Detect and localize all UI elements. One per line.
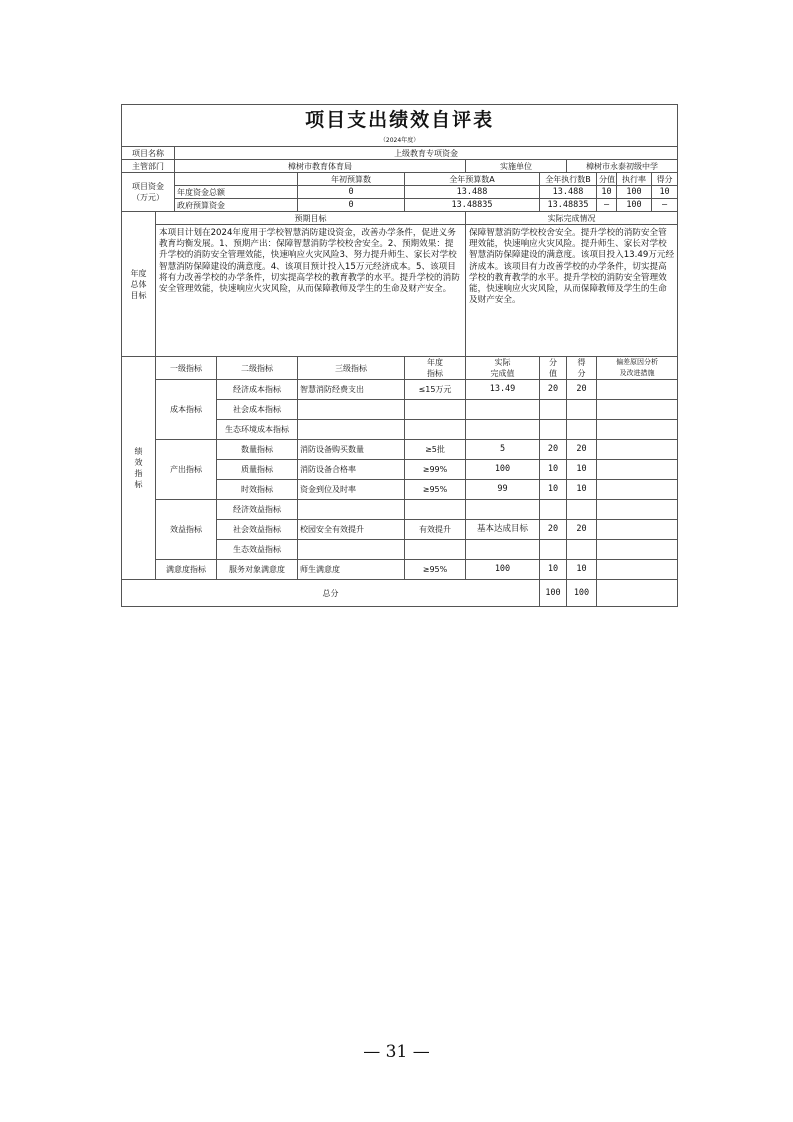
table-subtitle: （2024年度） bbox=[122, 135, 678, 147]
indicator-level3: 消防设备购买数量 bbox=[298, 440, 405, 460]
indicator-deviation bbox=[597, 380, 678, 400]
indicator-level2: 服务对象满意度 bbox=[217, 560, 298, 580]
total-blank bbox=[597, 580, 678, 607]
project-name-value: 上级教育专项资金 bbox=[175, 147, 678, 160]
indicator-deviation bbox=[597, 560, 678, 580]
total-label: 总分 bbox=[122, 580, 540, 607]
funds-row-full-budget: 13.488 bbox=[405, 186, 540, 199]
funds-row-exec-rate: 100 bbox=[617, 199, 652, 212]
indicator-target bbox=[405, 500, 466, 520]
indicator-score-value bbox=[540, 420, 567, 440]
indicator-level3: 师生满意度 bbox=[298, 560, 405, 580]
actual-completion-header: 实际完成情况 bbox=[466, 212, 678, 225]
indicator-deviation bbox=[597, 500, 678, 520]
funds-label: 项目资金 （万元） bbox=[122, 173, 175, 212]
indicator-level3: 消防设备合格率 bbox=[298, 460, 405, 480]
indicator-score-value: 10 bbox=[540, 460, 567, 480]
indicator-level1: 满意度指标 bbox=[156, 560, 217, 580]
indicator-level1: 效益指标 bbox=[156, 500, 217, 560]
indicator-deviation bbox=[597, 440, 678, 460]
indicator-score-value: 10 bbox=[540, 480, 567, 500]
funds-header-budget: 年初预算数 bbox=[298, 173, 405, 186]
expected-goal-header: 预期目标 bbox=[156, 212, 466, 225]
funds-row-score: — bbox=[652, 199, 678, 212]
indicator-actual bbox=[466, 400, 540, 420]
funds-header-exec-rate: 执行率 bbox=[617, 173, 652, 186]
funds-row-budget: 0 bbox=[298, 186, 405, 199]
indicator-target: ≥5批 bbox=[405, 440, 466, 460]
impl-unit-label: 实施单位 bbox=[466, 160, 567, 173]
indicator-target: 有效提升 bbox=[405, 520, 466, 540]
indicator-score: 20 bbox=[567, 440, 597, 460]
dept-label: 主管部门 bbox=[122, 160, 175, 173]
indicator-target: ≤15万元 bbox=[405, 380, 466, 400]
indicator-score bbox=[567, 420, 597, 440]
indicator-deviation bbox=[597, 420, 678, 440]
funds-header-full-budget: 全年预算数A bbox=[405, 173, 540, 186]
indicator-level3: 校园安全有效提升 bbox=[298, 520, 405, 540]
table-title: 项目支出绩效自评表 bbox=[122, 105, 678, 136]
header-target: 年度 指标 bbox=[405, 357, 466, 380]
indicator-level1: 成本指标 bbox=[156, 380, 217, 440]
indicator-actual: 100 bbox=[466, 460, 540, 480]
indicator-score: 10 bbox=[567, 560, 597, 580]
header-actual: 实际 完成值 bbox=[466, 357, 540, 380]
indicator-level2: 经济成本指标 bbox=[217, 380, 298, 400]
indicator-actual bbox=[466, 500, 540, 520]
indicator-level2: 质量指标 bbox=[217, 460, 298, 480]
indicator-level3 bbox=[298, 540, 405, 560]
indicator-actual: 基本达成目标 bbox=[466, 520, 540, 540]
funds-row-label: 年度资金总额 bbox=[175, 186, 298, 199]
indicator-score-value: 20 bbox=[540, 520, 567, 540]
total-score-value: 100 bbox=[540, 580, 567, 607]
funds-row-executed: 13.48835 bbox=[540, 199, 597, 212]
indicator-level2: 社会效益指标 bbox=[217, 520, 298, 540]
indicator-score-value bbox=[540, 400, 567, 420]
indicator-deviation bbox=[597, 480, 678, 500]
indicator-score: 20 bbox=[567, 520, 597, 540]
indicator-score-value: 20 bbox=[540, 380, 567, 400]
indicator-level2: 生态环境成本指标 bbox=[217, 420, 298, 440]
funds-row-exec-rate: 100 bbox=[617, 186, 652, 199]
indicator-level2: 数量指标 bbox=[217, 440, 298, 460]
expected-goal-text: 本项目计划在2024年度用于学校智慧消防建设资金，改善办学条件，促进义务教育均衡发展。1、预期产出：保障智慧消防学校校舍安全。2、预期效果：提升学校的消防安全管理效能，快速响应火灾风险3、努力提升师生、家长对学校智慧消防保障建设的满意度。4、该项目预计投入15万元经济成本。5、该项目将有力改善学校的办学条件，切实提高学校的教育教学的水平。提升学校的消防安全管理效能，快速响应火灾风险，从而保障教师及学生的生命及财产安全。 bbox=[156, 225, 466, 357]
indicator-actual: 99 bbox=[466, 480, 540, 500]
header-level2: 二级指标 bbox=[217, 357, 298, 380]
indicator-deviation bbox=[597, 400, 678, 420]
header-score-value: 分 值 bbox=[540, 357, 567, 380]
page-number: — 31 — bbox=[363, 1042, 430, 1062]
funds-row-budget: 0 bbox=[298, 199, 405, 212]
annual-goals-label: 年度 总体 目标 bbox=[122, 212, 156, 357]
header-level1: 一级指标 bbox=[156, 357, 217, 380]
indicator-score: 10 bbox=[567, 480, 597, 500]
funds-row-label: 政府预算资金 bbox=[175, 199, 298, 212]
indicator-level3 bbox=[298, 500, 405, 520]
indicator-score: 10 bbox=[567, 460, 597, 480]
header-deviation: 偏差原因分析 及改进措施 bbox=[597, 357, 678, 380]
indicator-score-value bbox=[540, 540, 567, 560]
indicator-level3: 资金到位及时率 bbox=[298, 480, 405, 500]
indicators-label: 绩 效 指 标 bbox=[122, 357, 156, 580]
funds-header-blank bbox=[175, 173, 298, 186]
indicator-score: 20 bbox=[567, 380, 597, 400]
indicator-score-value: 10 bbox=[540, 560, 567, 580]
indicator-score-value bbox=[540, 500, 567, 520]
funds-row-full-budget: 13.48835 bbox=[405, 199, 540, 212]
funds-row-score-value: — bbox=[597, 199, 617, 212]
indicator-level2: 社会成本指标 bbox=[217, 400, 298, 420]
indicator-score bbox=[567, 400, 597, 420]
funds-row-score-value: 10 bbox=[597, 186, 617, 199]
indicator-target bbox=[405, 540, 466, 560]
indicator-actual: 100 bbox=[466, 560, 540, 580]
funds-row-score: 10 bbox=[652, 186, 678, 199]
indicator-target: ≥95% bbox=[405, 560, 466, 580]
indicator-level3 bbox=[298, 420, 405, 440]
indicator-level2: 经济效益指标 bbox=[217, 500, 298, 520]
performance-evaluation-table bbox=[121, 104, 678, 607]
dept-value: 樟树市教育体育局 bbox=[175, 160, 466, 173]
indicator-actual: 5 bbox=[466, 440, 540, 460]
indicator-score bbox=[567, 540, 597, 560]
indicator-level3: 智慧消防经费支出 bbox=[298, 380, 405, 400]
header-score: 得 分 bbox=[567, 357, 597, 380]
indicator-target bbox=[405, 400, 466, 420]
indicator-level2: 时效指标 bbox=[217, 480, 298, 500]
indicator-actual bbox=[466, 420, 540, 440]
funds-header-executed: 全年执行数B bbox=[540, 173, 597, 186]
project-name-label: 项目名称 bbox=[122, 147, 175, 160]
indicator-level3 bbox=[298, 400, 405, 420]
indicator-level2: 生态效益指标 bbox=[217, 540, 298, 560]
impl-unit-value: 樟树市永泰初级中学 bbox=[567, 160, 678, 173]
funds-row-executed: 13.488 bbox=[540, 186, 597, 199]
indicator-level1: 产出指标 bbox=[156, 440, 217, 500]
total-score: 100 bbox=[567, 580, 597, 607]
funds-header-score: 得分 bbox=[652, 173, 678, 186]
indicator-deviation bbox=[597, 460, 678, 480]
header-level3: 三级指标 bbox=[298, 357, 405, 380]
indicator-target bbox=[405, 420, 466, 440]
indicator-target: ≥95% bbox=[405, 480, 466, 500]
actual-completion-text: 保障智慧消防学校校舍安全。提升学校的消防安全管理效能，快速响应火灾风险。提升师生、家长对学校智慧消防保障建设的满意度。该项目投入13.49万元经济成本。该项目有力改善学校的办学条件，切实提高学校的教育教学的水平。提升学校的消防安全管理效能，快速响应火灾风险，从而保障教师及学生的生命及财产安全。 bbox=[466, 225, 678, 357]
indicator-target: ≥99% bbox=[405, 460, 466, 480]
indicator-deviation bbox=[597, 540, 678, 560]
indicator-actual: 13.49 bbox=[466, 380, 540, 400]
indicator-score bbox=[567, 500, 597, 520]
funds-header-score-value: 分值 bbox=[597, 173, 617, 186]
indicator-actual bbox=[466, 540, 540, 560]
indicator-score-value: 20 bbox=[540, 440, 567, 460]
indicator-deviation bbox=[597, 520, 678, 540]
